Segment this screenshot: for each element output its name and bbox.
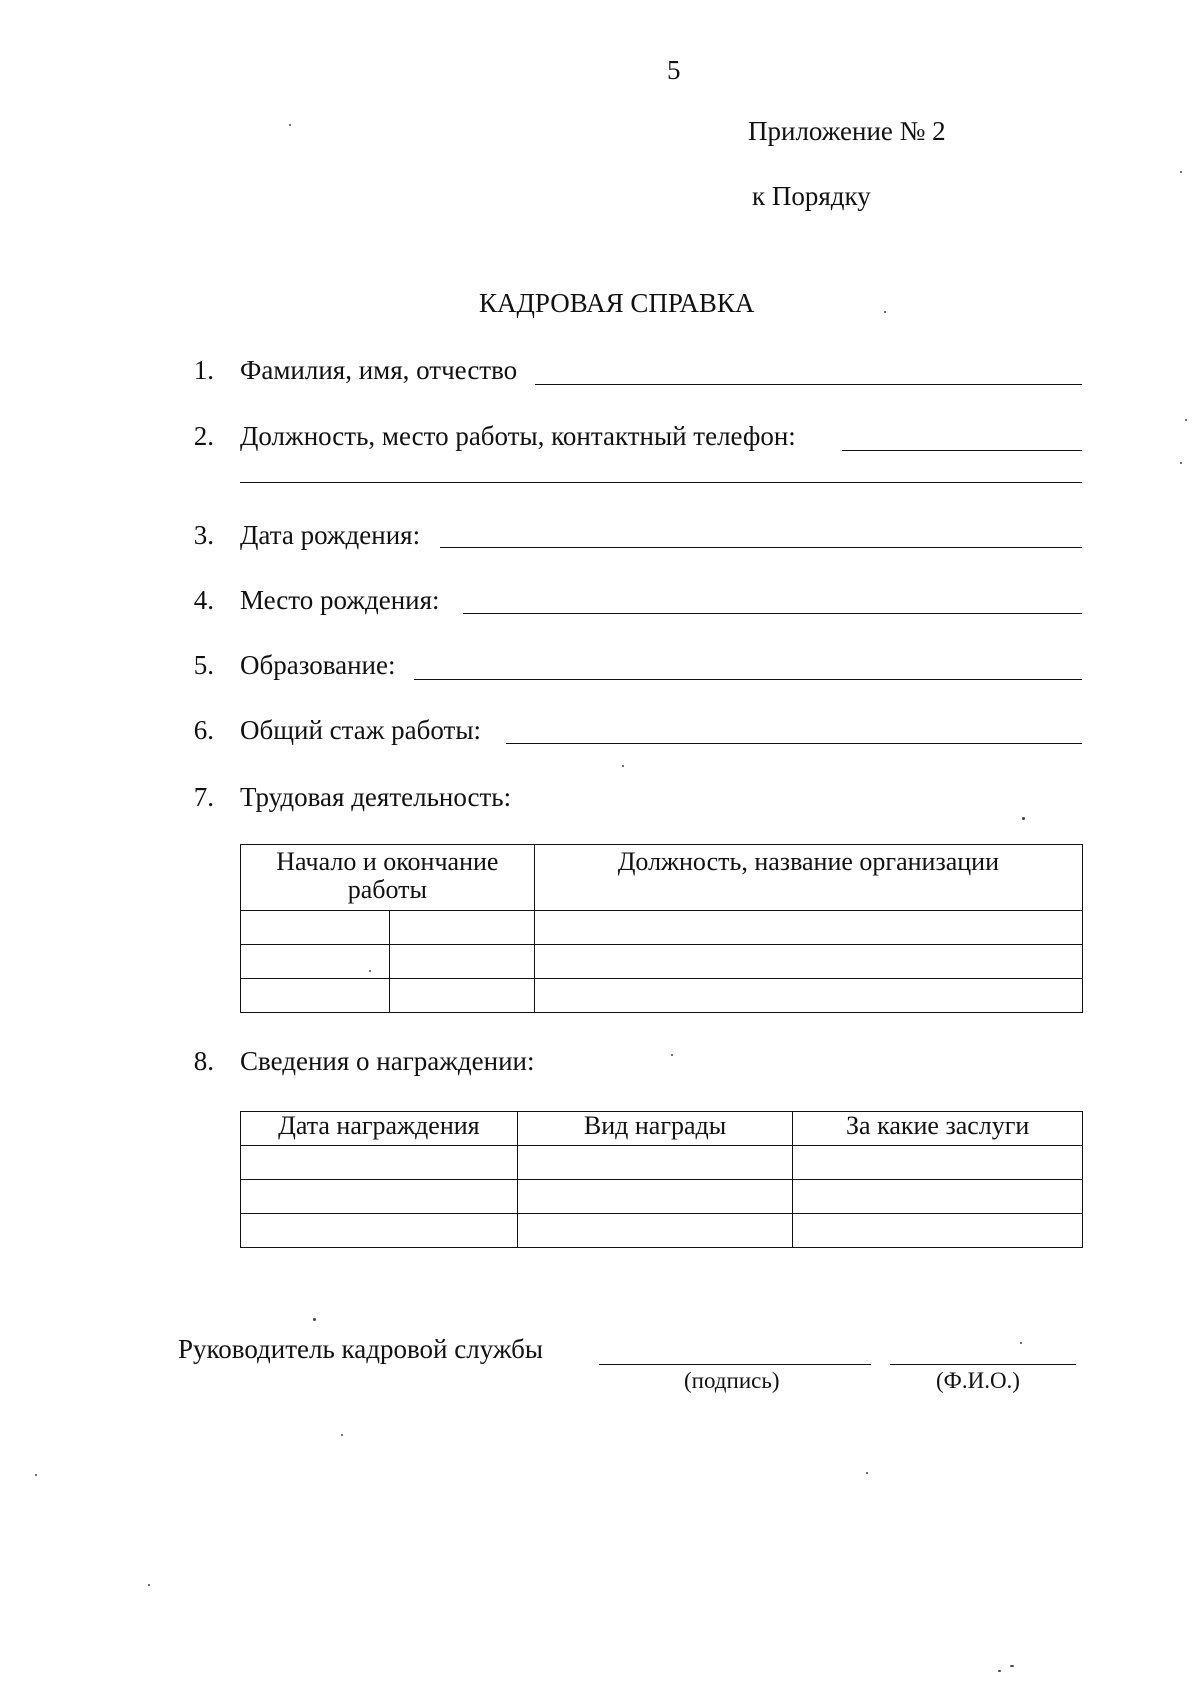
table-cell-position[interactable] [534, 979, 1082, 1013]
scan-speck [884, 311, 886, 313]
table-cell-award-type[interactable] [517, 1146, 793, 1180]
table-row [241, 1180, 1083, 1214]
field-label-birth-date: Дата рождения: [240, 520, 421, 550]
position-input-line[interactable] [842, 450, 1082, 451]
education-input-line[interactable] [414, 679, 1082, 680]
field-label-awards: Сведения о награждении: [240, 1046, 535, 1076]
table-row [241, 945, 1083, 979]
table-row [241, 979, 1083, 1013]
table-header-period: Начало и окончание работы [241, 845, 535, 911]
table-cell-award-date[interactable] [241, 1146, 518, 1180]
full-name-input-line[interactable] [535, 384, 1082, 385]
scan-speck [369, 970, 371, 972]
table-cell-award-merit[interactable] [793, 1180, 1083, 1214]
scan-speck [671, 1054, 673, 1056]
appendix-number: Приложение № 2 [748, 116, 946, 146]
table-cell-position[interactable] [534, 911, 1082, 945]
field-label-work-experience: Общий стаж работы: [240, 715, 481, 745]
field-number: 2. [193, 421, 214, 451]
table-row [241, 1214, 1083, 1248]
full-name-signature-input-line[interactable] [890, 1364, 1076, 1365]
table-cell-position[interactable] [534, 945, 1082, 979]
table-row [241, 1146, 1083, 1180]
table-cell-start[interactable] [241, 979, 390, 1013]
table-row [241, 911, 1083, 945]
field-label-education: Образование: [240, 650, 396, 680]
page-number: 5 [667, 55, 681, 85]
awards-table [240, 1111, 1083, 1248]
table-header-award-type: Вид награды [517, 1112, 793, 1146]
scan-speck [35, 1474, 37, 1476]
field-number: 4. [193, 585, 214, 615]
field-label-employment-history: Трудовая деятельность: [240, 782, 512, 812]
table-cell-award-merit[interactable] [793, 1214, 1083, 1248]
signature-input-line[interactable] [599, 1364, 871, 1365]
scan-speck [1020, 1342, 1022, 1344]
scan-speck [1180, 171, 1182, 173]
signature-caption: (подпись) [684, 1368, 780, 1393]
table-cell-end[interactable] [389, 945, 534, 979]
work-experience-input-line[interactable] [506, 743, 1082, 744]
position-input-line-2[interactable] [240, 482, 1082, 483]
field-number: 8. [193, 1046, 214, 1076]
scan-speck [866, 1472, 868, 1474]
signature-label: Руководитель кадровой службы [178, 1334, 544, 1364]
employment-history-table [240, 844, 1083, 1013]
name-caption: (Ф.И.О.) [936, 1368, 1020, 1393]
field-number: 5. [193, 650, 214, 680]
field-number: 1. [193, 355, 214, 385]
document-title: КАДРОВАЯ СПРАВКА [479, 288, 755, 318]
table-cell-start[interactable] [241, 911, 390, 945]
scan-speck [622, 765, 624, 767]
table-cell-award-date[interactable] [241, 1214, 518, 1248]
table-cell-award-date[interactable] [241, 1180, 518, 1214]
scan-speck [148, 1584, 150, 1586]
field-label-full-name: Фамилия, имя, отчество [240, 355, 518, 385]
table-cell-award-type[interactable] [517, 1214, 793, 1248]
field-number: 3. [193, 520, 214, 550]
scan-speck [1022, 817, 1025, 820]
table-cell-end[interactable] [389, 979, 534, 1013]
scan-speck [341, 1434, 343, 1436]
scan-speck [998, 1670, 1001, 1672]
scan-speck [1185, 419, 1187, 421]
scan-speck [1010, 1665, 1014, 1667]
birth-date-input-line[interactable] [440, 547, 1082, 548]
table-cell-end[interactable] [389, 911, 534, 945]
table-header-award-date: Дата награждения [241, 1112, 518, 1146]
table-cell-award-merit[interactable] [793, 1146, 1083, 1180]
field-label-position: Должность, место работы, контактный телефон: [240, 421, 796, 451]
birth-place-input-line[interactable] [463, 613, 1082, 614]
table-cell-award-type[interactable] [517, 1180, 793, 1214]
scan-speck [1180, 462, 1182, 464]
field-label-birth-place: Место рождения: [240, 585, 440, 615]
appendix-reference: к Порядку [752, 181, 871, 211]
scan-speck [289, 124, 291, 126]
field-number: 7. [193, 782, 214, 812]
table-header-award-merit: За какие заслуги [793, 1112, 1083, 1146]
scan-speck [313, 1318, 316, 1321]
table-cell-start[interactable] [241, 945, 390, 979]
table-header-position-organization: Должность, название организации [534, 845, 1082, 911]
field-number: 6. [193, 715, 214, 745]
